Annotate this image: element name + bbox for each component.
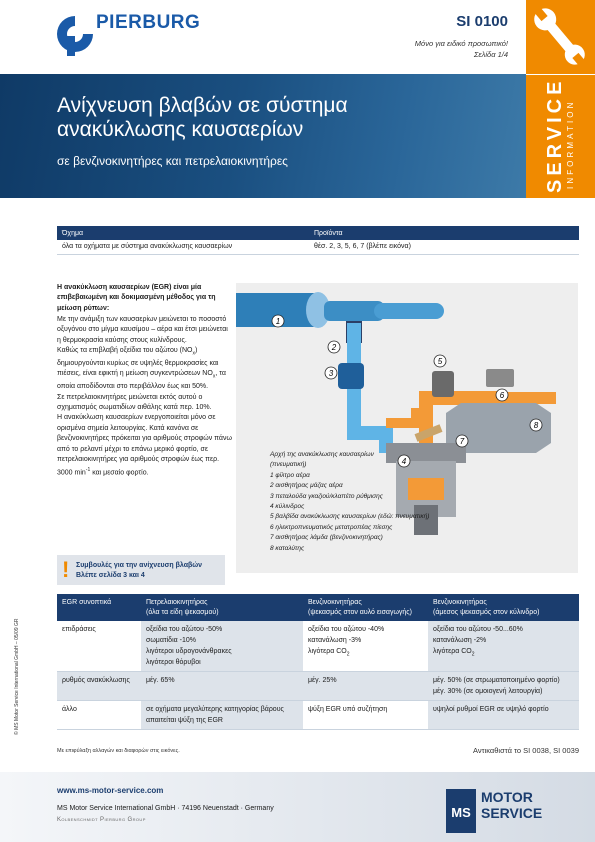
header-meta <box>415 38 508 60</box>
table-cell: οξείδια του αζώτου -50% σωματίδια -10% λιγότεροι υδρογονάνθρακες λιγότεροι θόρυβοι <box>141 621 303 672</box>
tips-line: Βλέπε σελίδα 3 και 4 <box>76 571 145 579</box>
logo-line: SERVICE <box>481 805 543 821</box>
motor-service-logo-text <box>481 789 542 821</box>
legend-item: 2 αισθητήρας μάζας αέρα <box>270 482 343 490</box>
table-row <box>57 672 579 701</box>
copyright: © MS Motor Service International GmbH – 05/09 GR <box>14 618 20 735</box>
legend-item: 6 ηλεκτροπνευματικός μετατροπέας πίεσης <box>270 523 393 531</box>
table-cell: ψύξη EGR υπό συζήτηση <box>303 701 428 730</box>
marker-6 <box>496 389 508 401</box>
marker-1 <box>272 315 284 327</box>
vehicle-cell: όλα τα οχήματα με σύστημα ανακύκλωσης καυσαερίων <box>57 240 309 254</box>
marker-5 <box>434 355 446 367</box>
marker-3 <box>325 367 337 379</box>
egr-valve-shape <box>432 371 454 397</box>
svg-text:8: 8 <box>533 421 539 430</box>
svg-text:6: 6 <box>499 391 505 400</box>
egr-return-path <box>386 408 416 423</box>
figure-caption <box>270 450 470 554</box>
table-cell: μέγ. 25% <box>303 672 428 701</box>
document-code: SI 0100 <box>456 13 508 30</box>
intro-paragraph <box>57 346 233 392</box>
intro-paragraph <box>57 413 233 479</box>
text-fragment: και μεσαίο φορτίο. <box>90 469 149 477</box>
intro-paragraph: Σε πετρελαιοκινητήρες μειώνεται εκτός αυτού ο σχηματισμός σωματιδίων αιθάλης κατά περ. 10%. <box>57 393 212 412</box>
svg-text:2: 2 <box>331 343 337 352</box>
legend-item: 4 κύλινδρος <box>270 503 305 511</box>
text-fragment: , τα οποία αποδίδονται στο περιβάλλον έως και 50%. <box>57 370 226 391</box>
disclaimer: Με επιφύλαξη αλλαγών και διαφορών στις εικόνες. <box>57 748 180 754</box>
page-number: Σελίδα 1/4 <box>473 50 508 59</box>
text-fragment: ) δημιουργούνται κυρίως σε υψηλές θερμοκρασίες και πιέσεις, είναι εφικτή η μείωση συγκεντρώσεων NO <box>57 347 219 378</box>
text-fragment: Η ανακύκλωση καυσαερίων ενεργοποιείται μόνο σε ορισμένα σημεία λειτουργίας. Κατά κανόνα σε βενζινοκινητήρες πρόκειται για αριθμούς στροφών πάνω από το ρελαντί μέχρι το επάνω μερικό φορτίο, σε πετρελαιοκινητήρες για αριθμούς στροφών έως περ. 3000 min <box>57 414 232 477</box>
table-cell: οξείδια του αζώτου -50...60% κατανάλωση -2% λιγότερα $CO_2$ <box>428 621 579 672</box>
legend-item: 1 φίλτρο αέρα <box>270 471 310 479</box>
intro-paragraph: Με την ανάμιξη των καυσαερίων μειώνεται το ποσοστό οξυγόνου στο μίγμα καυσίμου – αέρα και έτσι μειώνεται η θερμοκρασία καύσης στους κυλίνδρους. <box>57 316 228 344</box>
page-subtitle: σε βενζινοκινητήρες και πετρελαιοκινητήρες <box>57 154 288 168</box>
tips-line: Συμβουλές για την ανίχνευση βλαβών <box>76 562 203 569</box>
svg-text:4: 4 <box>401 457 407 466</box>
svg-text:7: 7 <box>459 437 465 446</box>
legend-item: 8 καταλύτης <box>270 544 305 552</box>
marker-7 <box>456 435 468 447</box>
text-fragment: Καθώς τα επιβλαβή οξείδια του αζώτου (NO <box>57 347 193 355</box>
tips-note <box>57 555 225 585</box>
table-row <box>57 621 579 672</box>
legend-item: 5 βαλβίδα ανακύκλωσης καυσαερίων (εδώ: πνευματική) <box>270 513 430 521</box>
row-label: ρυθμός ανακύκλωσης <box>57 672 141 701</box>
throttle-shape <box>338 363 364 389</box>
table-cell: οξείδια του αζώτου -40% κατανάλωση -3% λιγότερα $CO_2$ <box>303 621 428 672</box>
replaces-note: Αντικαθιστά το SI 0038, SI 0039 <box>473 746 579 755</box>
intro-body <box>57 315 233 479</box>
website-link[interactable]: www.ms-motor-service.com <box>57 786 164 795</box>
warning-icon: ! <box>62 557 70 582</box>
row-label: επιδράσεις <box>57 621 141 672</box>
svg-text:1: 1 <box>275 317 281 326</box>
pierburg-logo-icon <box>55 14 95 56</box>
group-name: Kolbenschmidt Pierburg Group <box>57 817 146 823</box>
subscript: x <box>192 350 195 357</box>
ms-logo-icon <box>446 789 476 833</box>
row-label: άλλο <box>57 701 141 730</box>
tips-note-text <box>76 561 202 580</box>
legend-item: 7 αισθητήρας λάμδα (βενζινοκινητήρας) <box>270 534 383 542</box>
table-header: Βενζινοκινητήρας (άμεσος ψεκασμός στον κύλινδρο) <box>428 594 579 621</box>
table-cell: μέγ. 65% <box>141 672 303 701</box>
wrench-badge <box>526 0 595 74</box>
wrench-icon <box>526 0 595 74</box>
vehicle-header: Όχημα <box>57 226 309 240</box>
footer <box>0 772 595 842</box>
table-row <box>57 701 579 730</box>
restriction-note: Μόνο για ειδικό προσωπικό! <box>414 39 508 48</box>
products-header: Προϊόντα <box>309 226 579 240</box>
marker-2 <box>328 341 340 353</box>
intro-lead: Η ανακύκλωση καυσαερίων (EGR) είναι μία επιβεβαιωμένη και δοκιμασμένη μέθοδος για τη μείωση ρύπων: <box>57 284 216 312</box>
service-label: SERVICE <box>544 77 566 193</box>
caption-title: Αρχή της ανακύκλωσης καυσαερίων <box>270 451 374 458</box>
page-title: Ανίχνευση βλαβών σε σύστημα ανακύκλωσης καυσαερίων <box>57 94 348 141</box>
logo-line: MOTOR <box>481 789 533 805</box>
pressure-converter-shape <box>486 369 514 387</box>
table-header: Βενζινοκινητήρας (ψεκασμός στον αυλό εισαγωγής) <box>303 594 428 621</box>
egr-summary-table <box>57 594 579 730</box>
table-cell: μέγ. 50% (σε στρωματοποιημένο φορτίο) μέγ. 30% (σε ομοιογενή λειτουργία) <box>428 672 579 701</box>
svg-text:3: 3 <box>328 369 334 378</box>
superscript: -1 <box>85 467 91 474</box>
ms-mark: MS <box>451 805 471 820</box>
table-header: EGR συνοπτικά <box>57 594 141 621</box>
table-cell: σε οχήματα μεγαλύτερης κατηγορίας βάρους απαιτείται ψύξη της EGR <box>141 701 303 730</box>
vehicles-table <box>57 226 579 255</box>
brand-name: PIERBURG <box>96 12 201 33</box>
service-information-sidebar <box>526 74 595 198</box>
table-cell: υψηλοί ρυθμοί EGR σε υψηλό φορτίο <box>428 701 579 730</box>
intake-hose <box>374 303 444 319</box>
products-cell: θέσ. 2, 3, 5, 6, 7 (βλέπε εικόνα) <box>309 240 579 254</box>
title-banner <box>0 74 526 198</box>
table-header-row <box>57 594 579 621</box>
svg-text:5: 5 <box>437 357 443 366</box>
table-header: Πετρελαιοκινητήρας (όλα τα είδη ψεκασμού) <box>141 594 303 621</box>
subscript: x <box>212 373 216 380</box>
caption-title: (πνευματική) <box>270 461 307 469</box>
information-label: INFORMATION <box>566 99 575 189</box>
legend-item: 3 πεταλούδα γκαζιού/κλαπέτο ρύθμισης <box>270 492 383 500</box>
company-address: MS Motor Service International GmbH · 74196 Neuenstadt · Germany <box>57 805 274 812</box>
marker-8 <box>530 419 542 431</box>
